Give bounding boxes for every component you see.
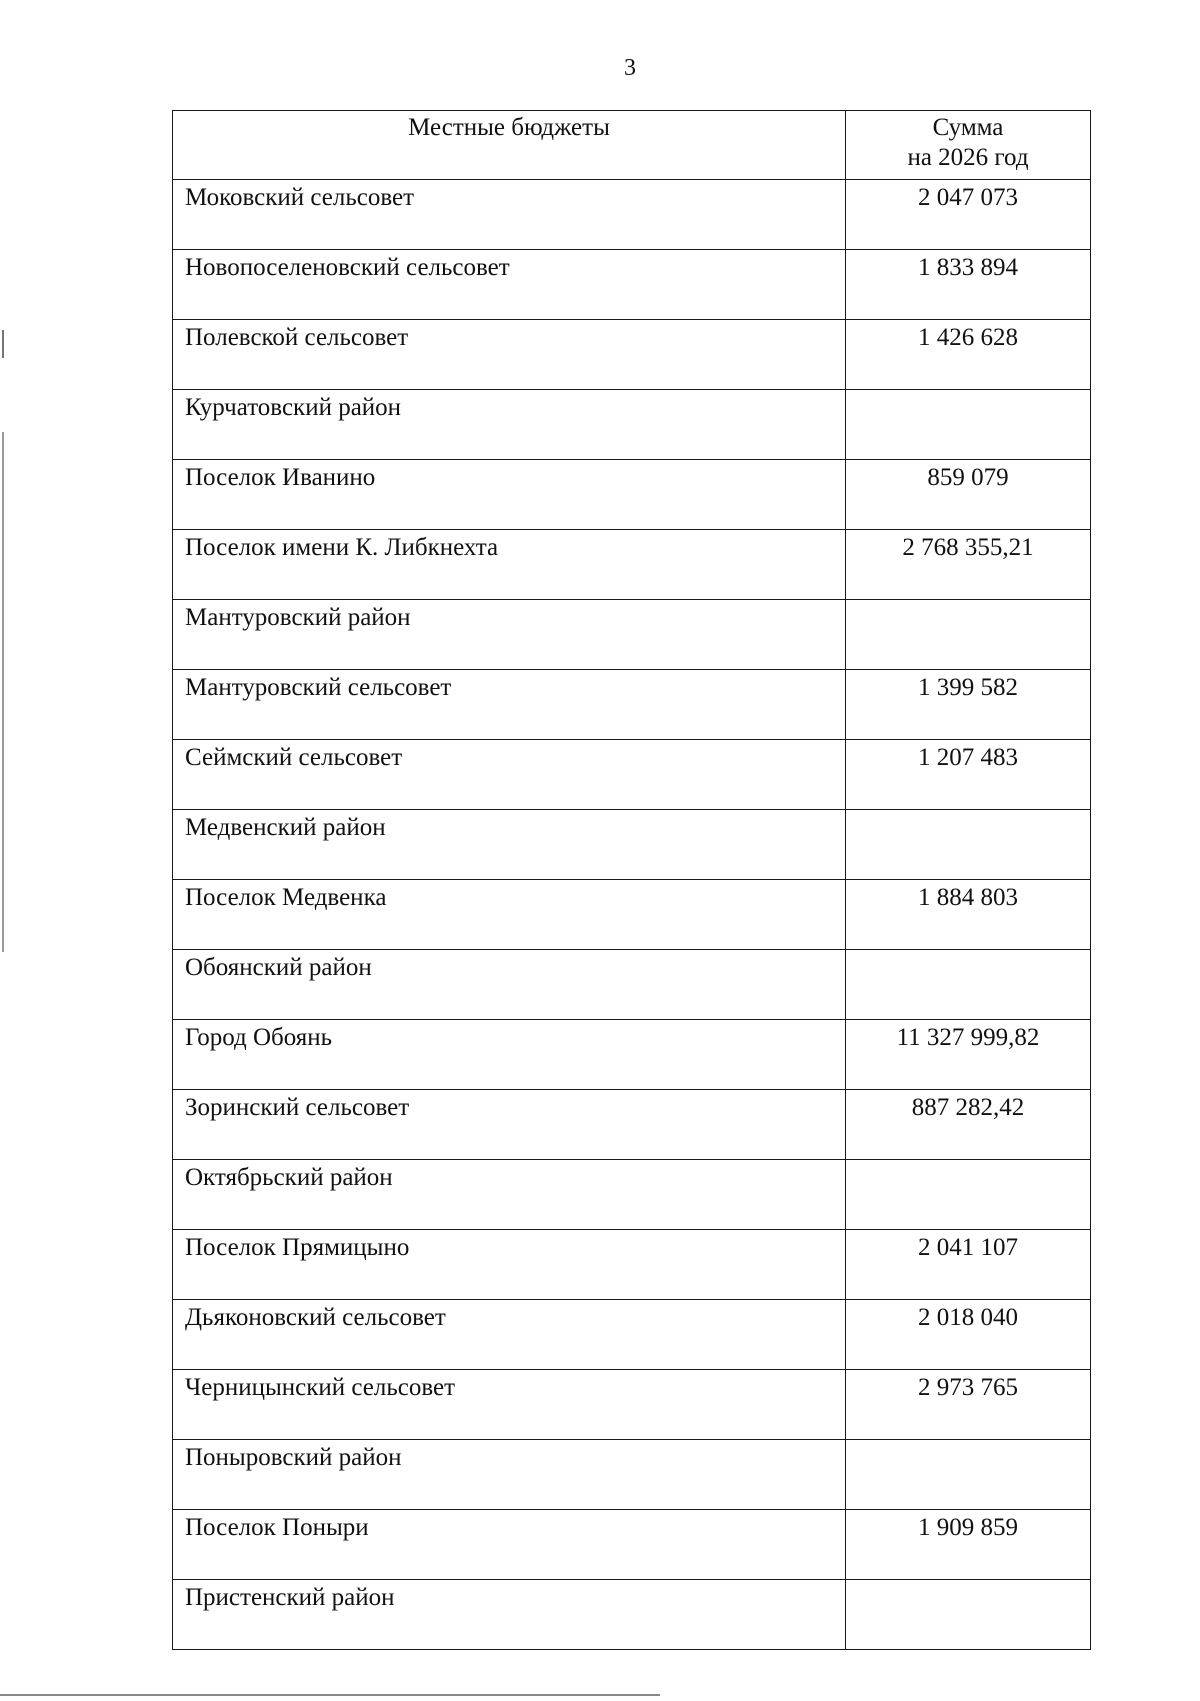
table-row — [173, 810, 1091, 880]
row-amount — [846, 600, 1091, 670]
row-amount — [846, 1440, 1091, 1510]
table-row — [173, 1300, 1091, 1370]
row-amount: 1 884 803 — [846, 880, 1091, 950]
header-local-budgets: Местные бюджеты — [173, 111, 846, 180]
table-row — [173, 1370, 1091, 1440]
table-row — [173, 1510, 1091, 1580]
scan-bottom-line — [0, 1694, 660, 1696]
budget-table — [172, 110, 1091, 1650]
row-name: Полевской сельсовет — [173, 320, 846, 390]
row-amount: 2 973 765 — [846, 1370, 1091, 1440]
row-name: Новопоселеновский сельсовет — [173, 250, 846, 320]
table-row — [173, 1020, 1091, 1090]
row-name: Поныровский район — [173, 1440, 846, 1510]
table-row — [173, 180, 1091, 250]
table-row — [173, 740, 1091, 810]
row-amount: 2 047 073 — [846, 180, 1091, 250]
row-name: Октябрьский район — [173, 1160, 846, 1230]
header-amount-line2: на 2026 год — [907, 144, 1029, 171]
page-number: 3 — [624, 55, 636, 81]
row-amount — [846, 1580, 1091, 1650]
row-name: Дьяконовский сельсовет — [173, 1300, 846, 1370]
header-amount-line1: Сумма — [932, 114, 1004, 141]
row-name: Черницынский сельсовет — [173, 1370, 846, 1440]
scan-edge-mark — [2, 330, 4, 358]
scan-edge-mark — [2, 432, 4, 952]
row-amount: 2 768 355,21 — [846, 530, 1091, 600]
row-amount — [846, 810, 1091, 880]
header-amount — [846, 111, 1091, 180]
table-row — [173, 670, 1091, 740]
row-name: Поселок Прямицыно — [173, 1230, 846, 1300]
row-amount: 859 079 — [846, 460, 1091, 530]
table-row — [173, 1160, 1091, 1230]
row-amount: 887 282,42 — [846, 1090, 1091, 1160]
row-name: Мантуровский район — [173, 600, 846, 670]
row-name: Поселок Иванино — [173, 460, 846, 530]
row-name: Обоянский район — [173, 950, 846, 1020]
row-amount: 1 909 859 — [846, 1510, 1091, 1580]
row-amount: 1 833 894 — [846, 250, 1091, 320]
row-name: Мантуровский сельсовет — [173, 670, 846, 740]
row-name: Сеймский сельсовет — [173, 740, 846, 810]
table-row — [173, 460, 1091, 530]
row-amount — [846, 390, 1091, 460]
table-row — [173, 250, 1091, 320]
table-row — [173, 950, 1091, 1020]
row-name: Медвенский район — [173, 810, 846, 880]
table-row — [173, 880, 1091, 950]
row-name: Поселок Медвенка — [173, 880, 846, 950]
row-amount — [846, 1160, 1091, 1230]
table-row — [173, 600, 1091, 670]
row-name: Город Обоянь — [173, 1020, 846, 1090]
row-amount: 1 426 628 — [846, 320, 1091, 390]
row-amount: 11 327 999,82 — [846, 1020, 1091, 1090]
table-header-row — [173, 111, 1091, 180]
row-name: Поселок Поныри — [173, 1510, 846, 1580]
row-amount: 2 018 040 — [846, 1300, 1091, 1370]
row-amount: 1 207 483 — [846, 740, 1091, 810]
row-amount — [846, 950, 1091, 1020]
row-name: Пристенский район — [173, 1580, 846, 1650]
table-row — [173, 320, 1091, 390]
row-name: Зоринский сельсовет — [173, 1090, 846, 1160]
row-name: Моковский сельсовет — [173, 180, 846, 250]
table-row — [173, 390, 1091, 460]
table-row — [173, 1090, 1091, 1160]
row-amount: 1 399 582 — [846, 670, 1091, 740]
row-name: Курчатовский район — [173, 390, 846, 460]
table-row — [173, 530, 1091, 600]
row-amount: 2 041 107 — [846, 1230, 1091, 1300]
table-row — [173, 1230, 1091, 1300]
row-name: Поселок имени К. Либкнехта — [173, 530, 846, 600]
table-row — [173, 1440, 1091, 1510]
table-row — [173, 1580, 1091, 1650]
